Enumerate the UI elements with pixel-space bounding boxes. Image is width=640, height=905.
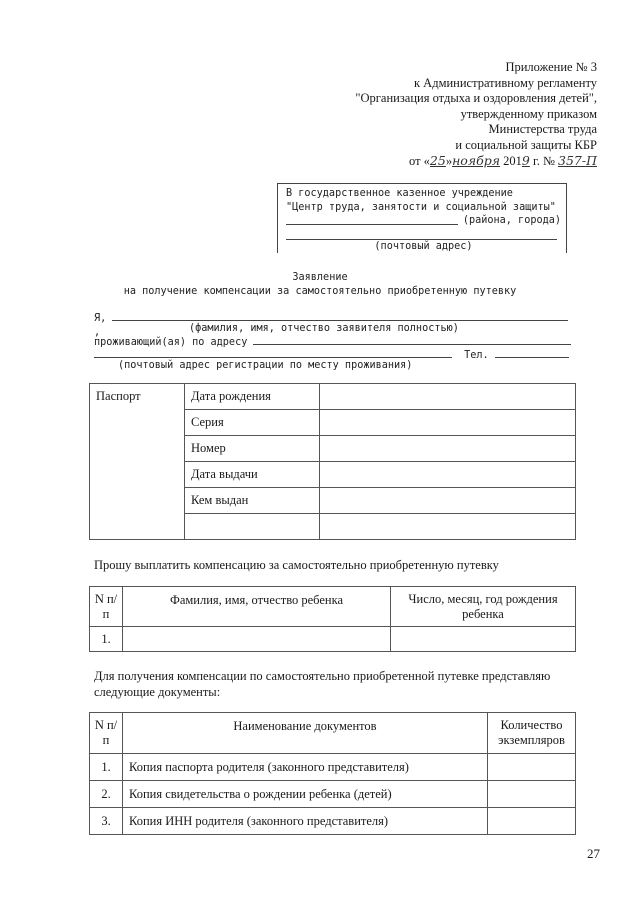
addressee-line-2: "Центр труда, занятости и социальной защиты": [286, 201, 556, 213]
fio-hint: (фамилия, имя, отчество заявителя полностью): [189, 323, 459, 334]
table-row: [90, 808, 576, 835]
document-name: Копия паспорта родителя (законного представителя): [123, 754, 488, 781]
ministry-line-2: и социальной защиты КБР: [455, 137, 597, 152]
passport-value-cell[interactable]: [320, 488, 576, 514]
child-dob-cell[interactable]: [391, 627, 576, 652]
children-col-dob: Число, месяц, год рождения ребенка: [391, 587, 576, 627]
document-subtitle: на получение компенсации за самостоятельно приобретенную путевку: [123, 286, 517, 297]
passport-field-label: Кем выдан: [185, 488, 320, 514]
table-row: [90, 627, 576, 652]
passport-field-label: Дата выдачи: [185, 462, 320, 488]
passport-value-cell[interactable]: [320, 514, 576, 540]
tel-field[interactable]: [495, 347, 569, 358]
appendix-header: [355, 60, 597, 170]
regulation-ref: к Административному регламенту: [413, 75, 597, 90]
tel-label: Тел.: [464, 350, 489, 361]
address-hint: (почтовый адрес регистрации по месту проживания): [118, 360, 413, 371]
residence-line: проживающий(ая) по адресу: [94, 334, 574, 350]
children-table: [89, 586, 576, 652]
document-qty-cell[interactable]: [488, 781, 576, 808]
children-col-number: N п/п: [90, 587, 123, 627]
postal-address-hint: (почтовый адрес): [374, 240, 473, 252]
documents-intro-text: Для получения компенсации по самостоятельно приобретенной путевке представляю следующие документы:: [94, 669, 551, 699]
appendix-number: Приложение № 3: [505, 60, 597, 74]
postal-address-field[interactable]: [286, 228, 557, 240]
document-name: Копия свидетельства о рождении ребенка (детей): [123, 781, 488, 808]
request-text: Прошу выплатить компенсацию за самостоятельно приобретенную путевку: [94, 558, 499, 572]
applicant-name-line: Я, ,: [94, 310, 574, 339]
addressee-box: [277, 183, 567, 253]
documents-col-number: N п/п: [90, 713, 123, 754]
ministry-line: Министерства труда: [488, 122, 597, 136]
row-number: 1.: [90, 754, 123, 781]
passport-field-label: [185, 514, 320, 540]
document-name: Копия ИНН родителя (законного представителя): [123, 808, 488, 835]
regulation-title: "Организация отдыха и оздоровления детей",: [355, 91, 597, 105]
passport-label: Паспорт: [90, 384, 185, 540]
document-qty-cell[interactable]: [488, 808, 576, 835]
passport-field-label: Дата рождения: [185, 384, 320, 410]
addressee-district-line: [286, 214, 561, 228]
passport-value-cell[interactable]: [320, 384, 576, 410]
passport-value-cell[interactable]: [320, 436, 576, 462]
children-col-name: Фамилия, имя, отчество ребенка: [123, 587, 391, 627]
handwritten-month: ноября: [452, 153, 501, 168]
passport-field-label: Серия: [185, 410, 320, 436]
documents-table: [89, 712, 576, 835]
handwritten-order-number: 357-П: [558, 153, 597, 168]
order-date-line: от «25»ноября 2019 г. № 357-П: [408, 153, 597, 168]
handwritten-day: 25: [429, 153, 446, 168]
child-name-cell[interactable]: [123, 627, 391, 652]
page-number: 27: [587, 846, 600, 861]
row-number: 1.: [90, 627, 123, 652]
passport-value-cell[interactable]: [320, 462, 576, 488]
passport-field-label: Номер: [185, 436, 320, 462]
documents-col-qty: Количество экземпляров: [488, 713, 576, 754]
addressee-line-1: В государственное казенное учреждение: [286, 188, 513, 199]
row-number: 3.: [90, 808, 123, 835]
documents-col-name: Наименование документов: [123, 713, 488, 754]
document-title: Заявление: [292, 272, 348, 283]
district-hint: (района, города): [462, 215, 561, 226]
district-field[interactable]: [286, 214, 458, 225]
table-row: [90, 781, 576, 808]
row-number: 2.: [90, 781, 123, 808]
passport-value-cell[interactable]: [320, 410, 576, 436]
residence-address-field-2[interactable]: [94, 347, 452, 358]
handwritten-year-digit: 9: [521, 153, 530, 168]
table-row: [90, 754, 576, 781]
approved-by: утвержденному приказом: [460, 106, 597, 121]
applicant-name-field[interactable]: [112, 310, 568, 321]
residence-address-field[interactable]: [253, 334, 571, 345]
passport-table: [89, 383, 576, 540]
document-qty-cell[interactable]: [488, 754, 576, 781]
